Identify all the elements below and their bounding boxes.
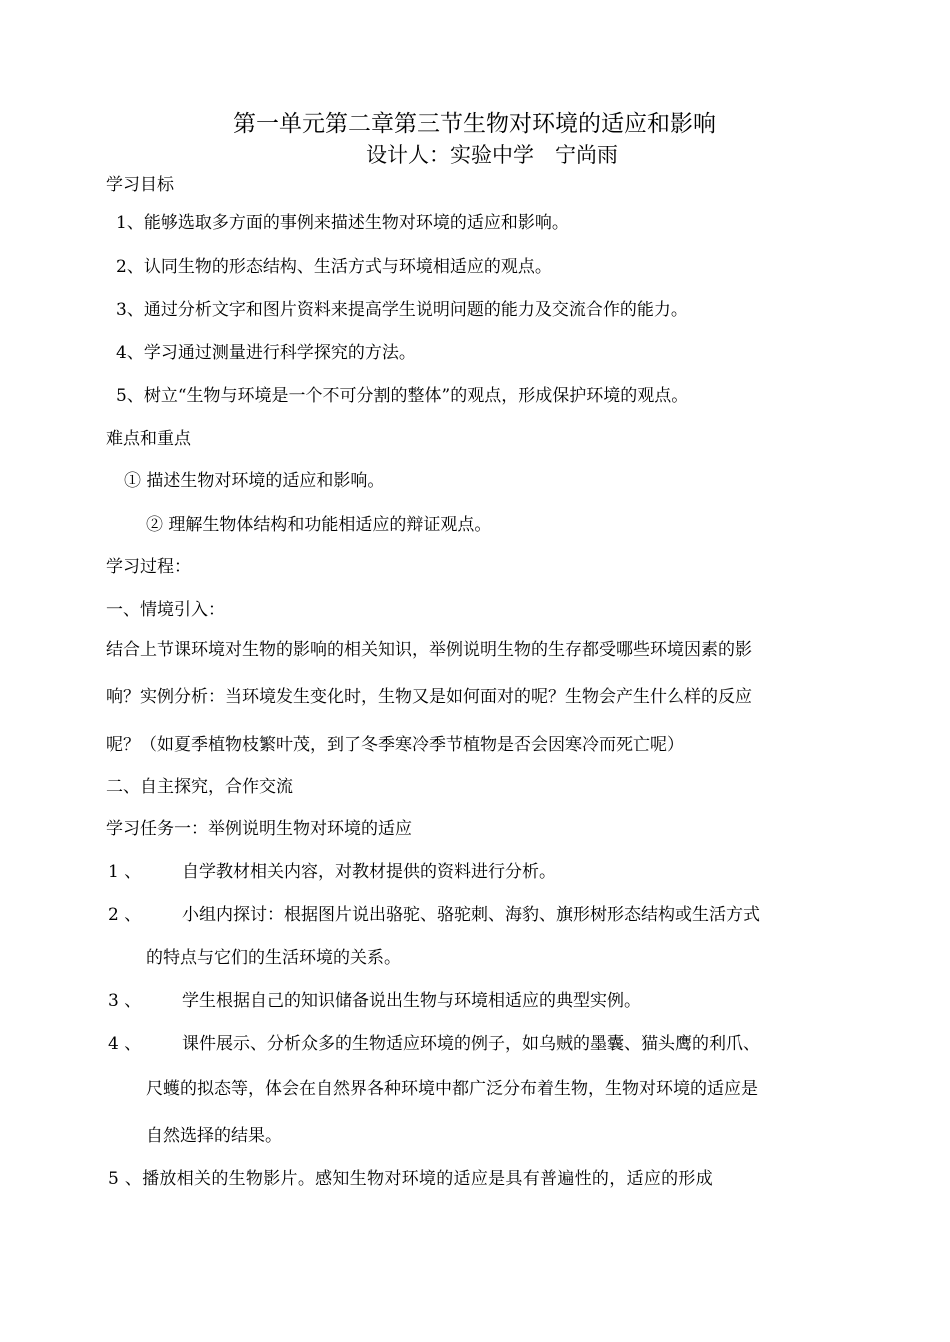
section2-heading: 二、自主探究，合作交流 [106,777,293,797]
doc-title: 第一单元第二章第三节生物对环境的适应和影响 [233,111,716,137]
task-item-continuation: 尺蠖的拟态等，体会在自然界各种环境中都广泛分布着生物，生物对环境的适应是 [146,1079,758,1099]
section1-paragraph-line: 呢？（如夏季植物枝繁叶茂，到了冬季寒冷季节植物是否会因寒冷而死亡呢） [106,735,684,755]
task-item-number: 4 、 [108,1034,142,1054]
objectives-heading: 学习目标 [106,175,174,195]
objective-item: 4、学习通过测量进行科学探究的方法。 [116,343,416,363]
task-item-text: 小组内探讨：根据图片说出骆驼、骆驼刺、海豹、旗形树形态结构或生活方式 [182,905,760,925]
task-item-number: 1 、 [108,862,142,882]
task-item-number: 2 、 [108,905,142,925]
objective-item: 2、认同生物的形态结构、生活方式与环境相适应的观点。 [116,257,552,277]
process-heading: 学习过程： [106,557,191,577]
section1-heading: 一、情境引入： [106,600,225,620]
task1-heading: 学习任务一：举例说明生物对环境的适应 [106,819,412,839]
key-point-item: ② 理解生物体结构和功能相适应的辩证观点。 [146,515,492,535]
key-points-heading: 难点和重点 [106,429,191,449]
task-item-number: 3 、 [108,991,142,1011]
objective-item: 1、能够选取多方面的事例来描述生物对环境的适应和影响。 [116,213,569,233]
objective-item: 3、通过分析文字和图片资料来提高学生说明问题的能力及交流合作的能力。 [116,300,688,320]
section1-paragraph-line: 结合上节课环境对生物的影响的相关知识，举例说明生物的生存都受哪些环境因素的影 [106,640,752,660]
task-item-text: 自学教材相关内容，对教材提供的资料进行分析。 [182,862,556,882]
task-item-text: 学生根据自己的知识储备说出生物与环境相适应的典型实例。 [182,991,641,1011]
task-item [108,1033,760,1055]
task-item [108,990,641,1012]
task-item-text: 课件展示、分析众多的生物适应环境的例子，如乌贼的墨囊、猫头鹰的利爪、 [182,1034,760,1054]
task-item-continuation: 的特点与它们的生活环境的关系。 [146,948,401,968]
objective-item: 5、树立“生物与环境是一个不可分割的整体”的观点，形成保护环境的观点。 [116,386,689,406]
task-item [108,904,760,926]
task-item [108,861,556,883]
section1-paragraph-line: 响？实例分析：当环境发生变化时，生物又是如何面对的呢？生物会产生什么样的反应 [106,687,752,707]
task-item-5: 5 、播放相关的生物影片。感知生物对环境的适应是具有普遍性的，适应的形成 [108,1169,714,1189]
key-point-item: ① 描述生物对环境的适应和影响。 [124,471,385,491]
doc-designer: 设计人：实验中学 宁尚雨 [366,143,618,167]
task-item-continuation: 自然选择的结果。 [146,1126,282,1146]
